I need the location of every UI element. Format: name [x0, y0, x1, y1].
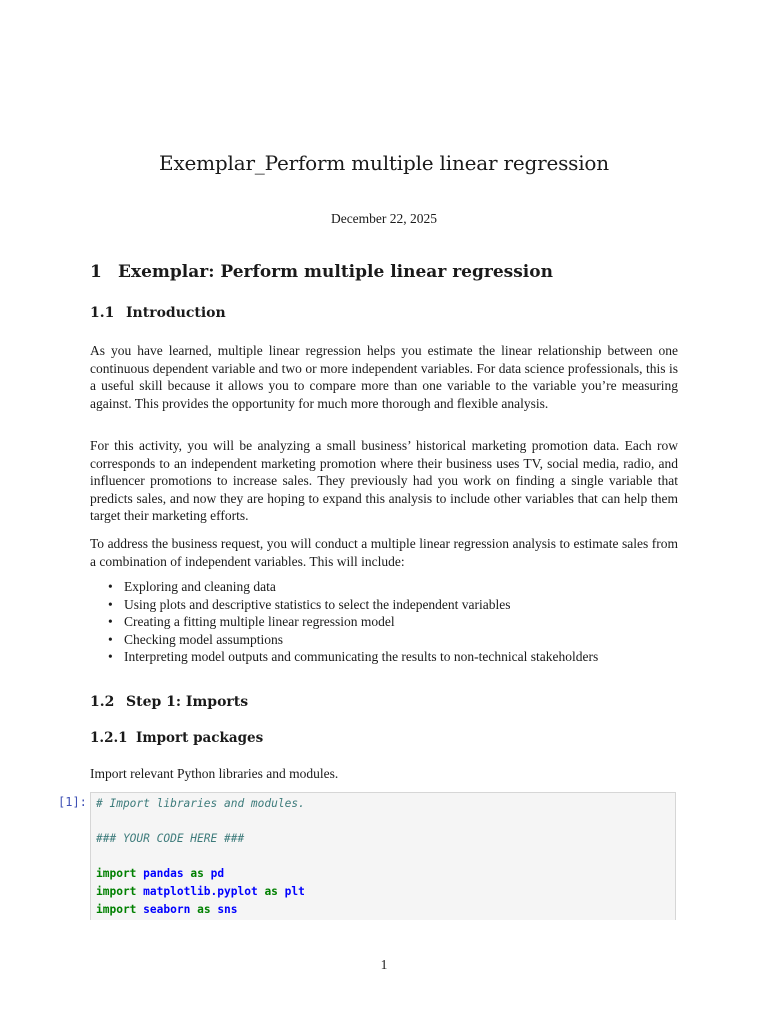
code-module: pandas	[143, 867, 184, 881]
subsubsection-heading-import-packages	[90, 730, 263, 746]
code-keyword: as	[264, 884, 278, 898]
subsection-number: 1.2	[90, 694, 115, 710]
page-number: 1	[380, 957, 388, 972]
cell-prompt: [1]:	[58, 795, 87, 809]
code-blank-line	[96, 813, 670, 831]
subsection-title: Step 1: Imports	[126, 694, 249, 710]
code-cell[interactable]	[90, 792, 676, 920]
code-blank-line	[96, 848, 670, 866]
code-comment: # Import libraries and modules.	[96, 797, 305, 810]
subsection-title: Introduction	[126, 305, 226, 321]
section-number: 1	[90, 262, 102, 282]
code-keyword: as	[190, 867, 204, 881]
code-import-line	[96, 865, 670, 883]
task-list	[108, 578, 598, 666]
code-keyword: import	[96, 867, 137, 881]
code-keyword: import	[96, 902, 137, 916]
subsection-heading-introduction	[90, 305, 226, 321]
subsubsection-number: 1.2.1	[90, 730, 128, 746]
intro-paragraph-1: As you have learned, multiple linear regression helps you estimate the linear relationship between one continuous dependent variable and two or more independent variables. For data science professionals, this is a useful skill because it allows you to compare more than one variable to the variable you’re measuring against. This provides the opportunity for much more thorough and flexible analysis.	[90, 343, 678, 411]
code-alias: sns	[217, 902, 238, 916]
code-import-line	[96, 901, 670, 919]
code-import-line	[96, 883, 670, 901]
document-title: Exemplar_Perform multiple linear regression	[159, 151, 609, 175]
document-date: December 22, 2025	[330, 211, 438, 226]
list-item: • Exploring and cleaning data	[108, 578, 598, 596]
list-item: • Interpreting model outputs and communicating the results to non-technical stakeholders	[108, 648, 598, 666]
code-comment: ### YOUR CODE HERE ###	[96, 832, 245, 846]
code-module: matplotlib.pyplot	[143, 884, 258, 898]
list-item: • Creating a fitting multiple linear regression model	[108, 613, 598, 631]
subsection-heading-imports	[90, 694, 248, 710]
import-instruction: Import relevant Python libraries and modules.	[90, 766, 339, 781]
list-item: • Using plots and descriptive statistics to select the independent variables	[108, 596, 598, 614]
list-item: • Checking model assumptions	[108, 631, 598, 649]
code-module: seaborn	[143, 902, 191, 916]
subsubsection-title: Import packages	[136, 730, 264, 746]
code-alias: pd	[210, 867, 225, 881]
intro-paragraph-3: To address the business request, you will conduct a multiple linear regression analysis to estimate sales from a combination of independent variables. This will include:	[90, 536, 678, 569]
section-title: Exemplar: Perform multiple linear regression	[118, 262, 553, 282]
code-alias: plt	[284, 884, 305, 898]
code-keyword: as	[197, 902, 211, 916]
section-heading-1	[90, 262, 553, 282]
intro-paragraph-2: For this activity, you will be analyzing a small business’ historical marketing promotion data. Each row corresponds to an independent marketing promotion where their business uses TV, social media, radio, and influencer promotions to increase sales. They previously had you work on finding a single variable that predicts sales, and now they are hoping to expand this analysis to include other variables that can help them target their marketing efforts.	[90, 438, 678, 524]
subsection-number: 1.1	[90, 305, 115, 321]
code-keyword: import	[96, 884, 137, 898]
